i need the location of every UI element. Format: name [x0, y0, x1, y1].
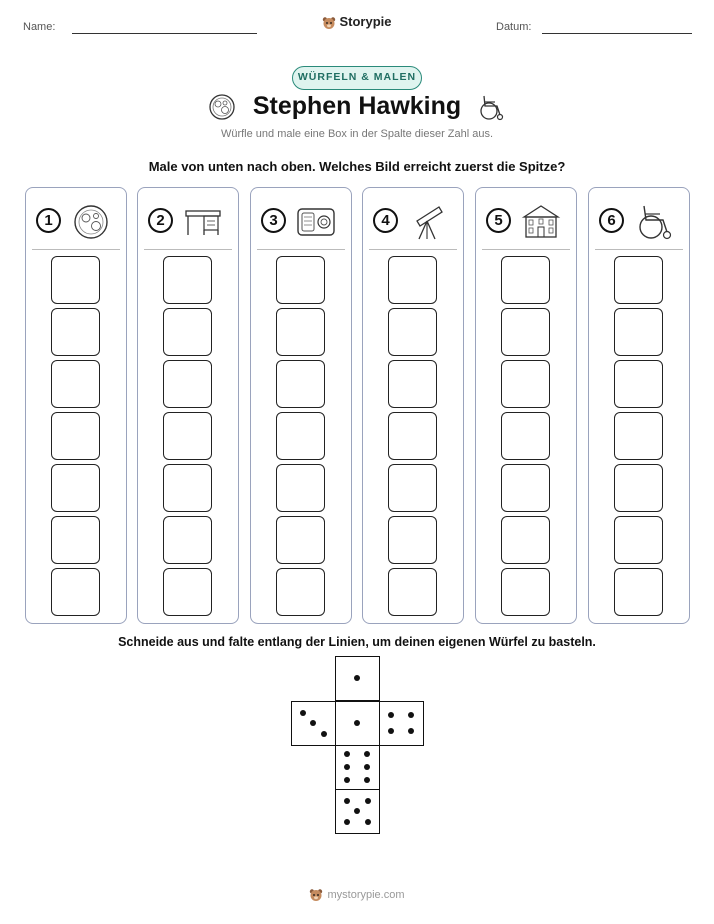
- name-line[interactable]: [72, 33, 257, 34]
- cut-instruction: Schneide aus und falte entlang der Linien, um deinen eigenen Würfel zu basteln.: [118, 635, 596, 649]
- column-3: [250, 187, 352, 624]
- column-number: 5: [486, 208, 511, 233]
- die-pip: [364, 764, 370, 770]
- die-pip: [364, 751, 370, 757]
- page-title: Stephen Hawking: [252, 92, 462, 120]
- color-box[interactable]: [51, 464, 100, 512]
- old-radio-icon: [295, 201, 337, 241]
- date-line[interactable]: [542, 33, 692, 34]
- die-face-1: [335, 701, 380, 746]
- divider: [595, 249, 683, 250]
- die-pip: [310, 720, 316, 726]
- die-pip: [408, 728, 414, 734]
- column-number: 6: [599, 208, 624, 233]
- divider: [257, 249, 345, 250]
- die-pip: [365, 798, 371, 804]
- color-box[interactable]: [276, 464, 325, 512]
- color-box[interactable]: [614, 516, 663, 564]
- color-box[interactable]: [51, 256, 100, 304]
- column-number: 2: [148, 208, 173, 233]
- divider: [144, 249, 232, 250]
- color-box[interactable]: [388, 412, 437, 460]
- die-pip: [354, 720, 360, 726]
- brand-name: Storypie: [339, 14, 392, 29]
- telescope-icon: [407, 201, 449, 241]
- column-number: 1: [36, 208, 61, 233]
- die-pip: [388, 728, 394, 734]
- bear-icon: [309, 888, 323, 902]
- die-pip: [388, 712, 394, 718]
- color-box[interactable]: [388, 568, 437, 616]
- school-desk-icon: [182, 201, 224, 241]
- color-box[interactable]: [276, 516, 325, 564]
- color-box[interactable]: [501, 256, 550, 304]
- color-box[interactable]: [388, 308, 437, 356]
- die-pip: [408, 712, 414, 718]
- divider: [32, 249, 120, 250]
- die-pip: [344, 764, 350, 770]
- column-2: [137, 187, 239, 624]
- color-box[interactable]: [614, 256, 663, 304]
- color-box[interactable]: [501, 516, 550, 564]
- color-box[interactable]: [51, 412, 100, 460]
- pocket-watch-icon: [70, 201, 112, 241]
- die-face-3: [291, 701, 336, 746]
- column-number: 3: [261, 208, 286, 233]
- color-box[interactable]: [614, 568, 663, 616]
- footer: [0, 888, 714, 902]
- color-box[interactable]: [163, 308, 212, 356]
- die-pip: [300, 710, 306, 716]
- die-pip: [321, 731, 327, 737]
- column-6: [588, 187, 690, 624]
- color-box[interactable]: [163, 256, 212, 304]
- color-box[interactable]: [614, 308, 663, 356]
- column-4: [362, 187, 464, 624]
- color-box[interactable]: [51, 308, 100, 356]
- color-box[interactable]: [501, 412, 550, 460]
- die-face-5: [335, 789, 380, 834]
- color-box[interactable]: [501, 568, 550, 616]
- name-label: Name:: [23, 21, 56, 33]
- wheelchair-icon: [476, 92, 506, 122]
- footer-url: mystorypie.com: [327, 888, 405, 901]
- university-building-icon: [520, 201, 562, 241]
- color-box[interactable]: [51, 360, 100, 408]
- color-box[interactable]: [388, 256, 437, 304]
- wheelchair-icon: [633, 201, 675, 241]
- die-pip: [364, 777, 370, 783]
- color-box[interactable]: [51, 568, 100, 616]
- color-box[interactable]: [501, 308, 550, 356]
- divider: [482, 249, 570, 250]
- color-box[interactable]: [388, 360, 437, 408]
- die-face-6: [335, 745, 380, 790]
- instruction: Male von unten nach oben. Welches Bild erreicht zuerst die Spitze?: [148, 159, 566, 174]
- die-pip: [344, 751, 350, 757]
- activity-badge: WÜRFELN & MALEN: [292, 66, 422, 90]
- color-box[interactable]: [276, 256, 325, 304]
- color-box[interactable]: [501, 360, 550, 408]
- color-box[interactable]: [163, 360, 212, 408]
- date-label: Datum:: [496, 21, 532, 33]
- die-pip: [354, 808, 360, 814]
- die-pip: [344, 819, 350, 825]
- column-1: [25, 187, 127, 624]
- die-pip: [344, 798, 350, 804]
- color-box[interactable]: [614, 360, 663, 408]
- brand-logo: [0, 14, 714, 30]
- color-box[interactable]: [276, 308, 325, 356]
- column-number: 4: [373, 208, 398, 233]
- color-box[interactable]: [51, 516, 100, 564]
- color-box[interactable]: [614, 412, 663, 460]
- die-pip: [365, 819, 371, 825]
- die-pip: [354, 675, 360, 681]
- color-box[interactable]: [388, 516, 437, 564]
- column-5: [475, 187, 577, 624]
- color-box[interactable]: [163, 568, 212, 616]
- divider: [369, 249, 457, 250]
- die-face-4: [379, 701, 424, 746]
- color-box[interactable]: [276, 360, 325, 408]
- color-box[interactable]: [163, 412, 212, 460]
- color-box[interactable]: [163, 464, 212, 512]
- color-box[interactable]: [276, 568, 325, 616]
- color-box[interactable]: [388, 464, 437, 512]
- color-box[interactable]: [163, 516, 212, 564]
- color-box[interactable]: [614, 464, 663, 512]
- bear-icon: [322, 16, 336, 30]
- color-box[interactable]: [501, 464, 550, 512]
- die-face-1: [335, 656, 380, 701]
- subtitle: Würfle und male eine Box in der Spalte dieser Zahl aus.: [220, 128, 494, 140]
- die-pip: [344, 777, 350, 783]
- color-box[interactable]: [276, 412, 325, 460]
